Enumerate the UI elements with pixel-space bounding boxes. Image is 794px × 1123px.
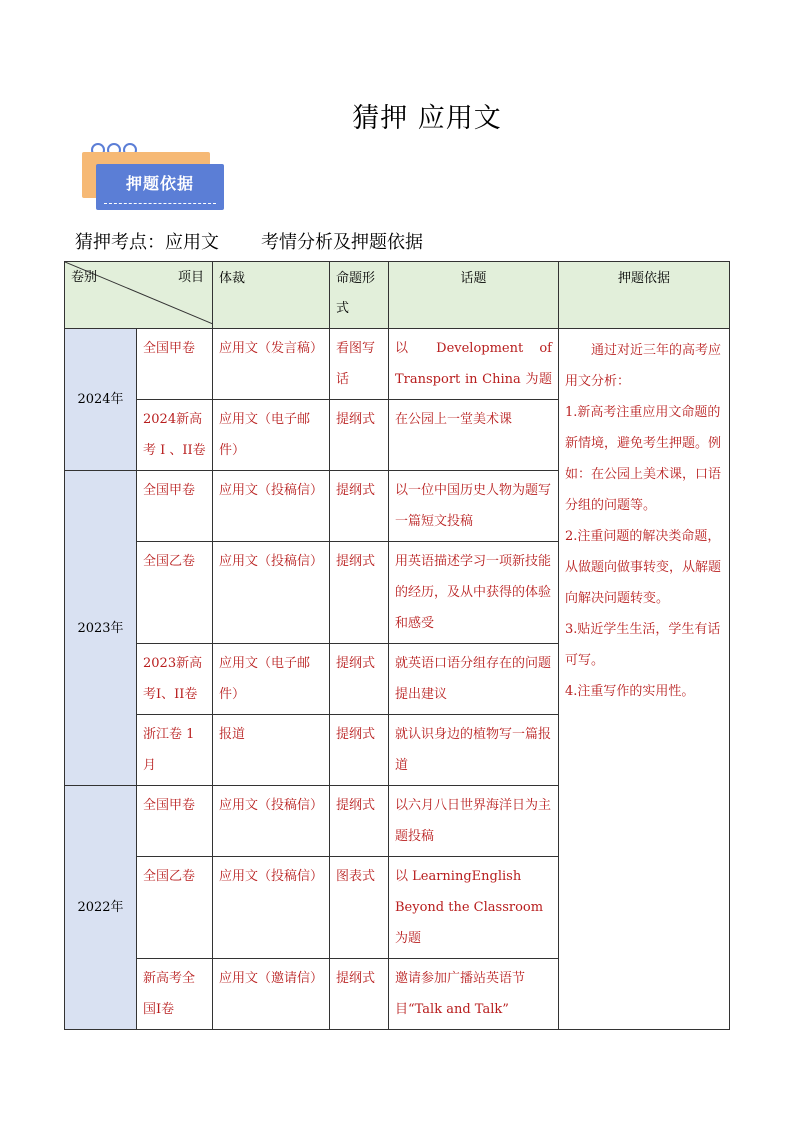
genre-cell: 应用文（邀请信） — [213, 959, 330, 1030]
paper-cell: 全国乙卷 — [137, 857, 213, 959]
paper-cell: 浙江卷 1月 — [137, 715, 213, 786]
genre-cell: 应用文（投稿信） — [213, 786, 330, 857]
genre-cell: 应用文（投稿信） — [213, 471, 330, 542]
form-cell: 提纲式 — [330, 786, 389, 857]
form-cell: 提纲式 — [330, 959, 389, 1030]
genre-cell: 应用文（投稿信） — [213, 857, 330, 959]
header-yati: 押题依据 — [559, 262, 730, 329]
topic-cell: 以 LearningEnglish Beyond the Classroom 为题 — [389, 857, 559, 959]
form-cell: 提纲式 — [330, 542, 389, 644]
form-cell: 提纲式 — [330, 715, 389, 786]
page-title: 猜押 应用文 — [352, 103, 502, 134]
topic-cell: 就认识身边的植物写一篇报道 — [389, 715, 559, 786]
header-juanbie: 卷别 — [71, 270, 98, 285]
table-header-row — [65, 262, 730, 329]
paper-cell: 2023新高考I、II卷 — [137, 644, 213, 715]
topic-cell: 以 Development of Transport in China 为题 — [389, 329, 559, 400]
year-cell: 2023年 — [65, 471, 137, 786]
topic-cell: 以一位中国历史人物为题写一篇短文投稿 — [389, 471, 559, 542]
header-diagonal-cell — [65, 262, 213, 329]
paper-cell: 全国乙卷 — [137, 542, 213, 644]
subtitle-right: 考情分析及押题依据 — [261, 232, 423, 253]
paper-cell: 2024新高考 I 、II卷 — [137, 400, 213, 471]
subtitle-left: 猜押考点：应用文 — [75, 232, 219, 253]
badge-label: 押题依据 — [125, 174, 194, 193]
genre-cell: 应用文（发言稿） — [213, 329, 330, 400]
paper-cell: 新高考全国I卷 — [137, 959, 213, 1030]
topic-cell: 以六月八日世界海洋日为主题投稿 — [389, 786, 559, 857]
analysis-table — [64, 261, 730, 1030]
basis-point: 2.注重问题的解决类命题，从做题向做事转变，从解题向解决问题转变。 — [565, 529, 722, 606]
year-cell: 2022年 — [65, 786, 137, 1030]
header-ticai: 体裁 — [213, 262, 330, 329]
topic-cell: 就英语口语分组存在的问题提出建议 — [389, 644, 559, 715]
genre-cell: 报道 — [213, 715, 330, 786]
topic-cell: 用英语描述学习一项新技能的经历，及从中获得的体验和感受 — [389, 542, 559, 644]
form-cell: 看图写话 — [330, 329, 389, 400]
topic-cell: 邀请参加广播站英语节目“Talk and Talk” — [389, 959, 559, 1030]
year-cell: 2024年 — [65, 329, 137, 471]
genre-cell: 应用文（电子邮件） — [213, 644, 330, 715]
genre-cell: 应用文（投稿信） — [213, 542, 330, 644]
topic-cell: 在公园上一堂美术课 — [389, 400, 559, 471]
section-badge — [82, 140, 232, 216]
form-cell: 提纲式 — [330, 471, 389, 542]
header-xiangmu: 项目 — [177, 270, 204, 285]
basis-intro: 通过对近三年的高考应用文分析： — [565, 343, 722, 389]
form-cell: 提纲式 — [330, 400, 389, 471]
genre-cell: 应用文（电子邮件） — [213, 400, 330, 471]
subtitle — [75, 228, 423, 254]
form-cell: 提纲式 — [330, 644, 389, 715]
paper-cell: 全国甲卷 — [137, 786, 213, 857]
header-huati: 话题 — [389, 262, 559, 329]
basis-cell — [559, 329, 730, 1030]
basis-point: 1.新高考注重应用文命题的新情境，避免考生押题。例如：在公园上美术课，口语分组的问题等。 — [565, 405, 722, 513]
paper-cell: 全国甲卷 — [137, 471, 213, 542]
paper-cell: 全国甲卷 — [137, 329, 213, 400]
basis-point: 4.注重写作的实用性。 — [565, 684, 695, 699]
basis-point: 3.贴近学生生活，学生有话可写。 — [565, 622, 721, 668]
form-cell: 图表式 — [330, 857, 389, 959]
header-mingti: 命题形式 — [330, 262, 389, 329]
table-row — [65, 329, 730, 400]
